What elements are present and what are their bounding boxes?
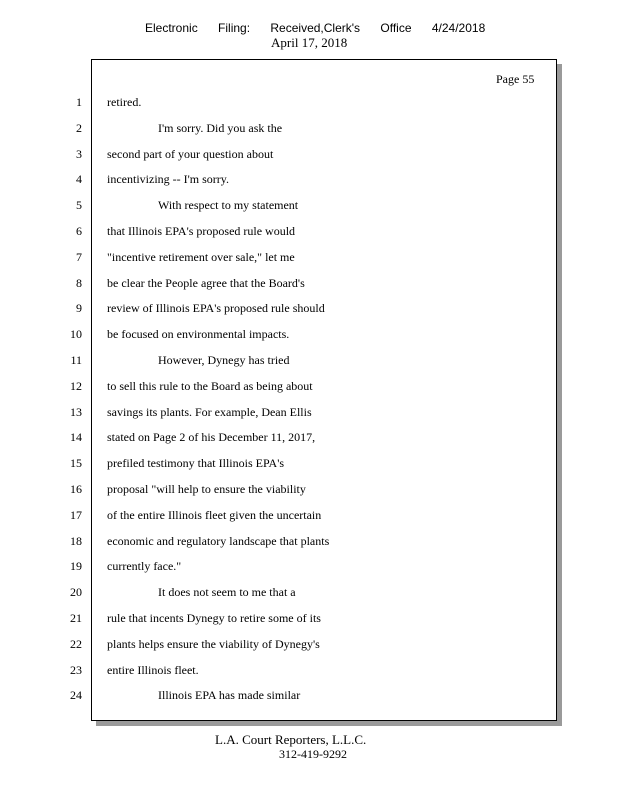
line-number-column (50, 94, 82, 713)
transcript-line: economic and regulatory landscape that plants (107, 533, 330, 548)
filing-stamp-word: Electronic (145, 21, 198, 35)
line-number: 21 (70, 610, 82, 625)
transcript-line: second part of your question about (107, 146, 274, 161)
transcript-line: With respect to my statement (158, 198, 299, 213)
filing-stamp-word: 4/24/2018 (431, 21, 486, 35)
line-number: 13 (70, 404, 82, 419)
transcript-line: I'm sorry. Did you ask the (158, 120, 283, 135)
line-number: 9 (76, 301, 82, 316)
filing-stamp-word: Filing: (218, 21, 251, 35)
transcript-line: Illinois EPA has made similar (158, 688, 301, 703)
transcript-line: "incentive retirement over sale," let me (107, 249, 295, 264)
line-number: 8 (76, 275, 82, 290)
transcript-line: incentivizing -- I'm sorry. (107, 172, 230, 187)
line-number: 17 (70, 507, 82, 522)
transcript-line: of the entire Illinois fleet given the uncertain (107, 507, 322, 522)
line-number: 18 (70, 533, 82, 548)
transcript-line: It does not seem to me that a (158, 585, 296, 600)
line-number: 1 (76, 95, 82, 109)
line-number: 7 (76, 249, 82, 264)
page-number: Page 55 (496, 72, 535, 86)
transcript-line: retired. (107, 95, 142, 109)
transcript-date: April 17, 2018 (271, 35, 348, 50)
line-number: 15 (70, 456, 82, 471)
court-reporter-name: L.A. Court Reporters, L.L.C. (215, 732, 367, 747)
line-number: 4 (76, 172, 82, 187)
transcript-line: to sell this rule to the Board as being about (107, 378, 313, 393)
transcript-line: review of Illinois EPA's proposed rule should (107, 301, 325, 316)
line-number: 14 (70, 430, 82, 445)
transcript-line: be focused on environmental impacts. (107, 327, 290, 342)
transcript-line: However, Dynegy has tried (158, 352, 290, 367)
transcript-line: prefiled testimony that Illinois EPA's (107, 456, 285, 471)
line-number: 20 (70, 585, 82, 600)
filing-stamp (145, 21, 502, 35)
line-number: 2 (76, 120, 82, 135)
filing-stamp-word: Received,Clerk's (270, 21, 361, 35)
line-number: 6 (76, 223, 82, 238)
transcript-line: be clear the People agree that the Board's (107, 275, 305, 290)
transcript-line: proposal "will help to ensure the viability (107, 481, 306, 496)
line-number: 11 (70, 352, 82, 367)
transcript-line: plants helps ensure the viability of Dynegy's (107, 636, 320, 651)
line-number: 23 (70, 662, 82, 677)
line-number: 16 (70, 481, 82, 496)
transcript-line: entire Illinois fleet. (107, 662, 199, 677)
transcript-line: savings its plants. For example, Dean Ellis (107, 404, 312, 419)
filing-stamp-word: Office (380, 21, 412, 35)
transcript-body (107, 94, 547, 713)
line-number: 19 (70, 559, 82, 574)
transcript-line: rule that incents Dynegy to retire some of its (107, 610, 321, 625)
transcript-line: that Illinois EPA's proposed rule would (107, 223, 296, 238)
line-number: 22 (70, 636, 82, 651)
transcript-line: currently face." (107, 559, 182, 574)
transcript-line: stated on Page 2 of his December 11, 2017, (107, 430, 316, 445)
line-number: 12 (70, 378, 82, 393)
court-reporter-phone: 312-419-9292 (279, 747, 347, 761)
line-number: 5 (76, 198, 82, 213)
line-number: 10 (70, 327, 82, 342)
line-number: 24 (70, 688, 82, 703)
line-number: 3 (76, 146, 82, 161)
